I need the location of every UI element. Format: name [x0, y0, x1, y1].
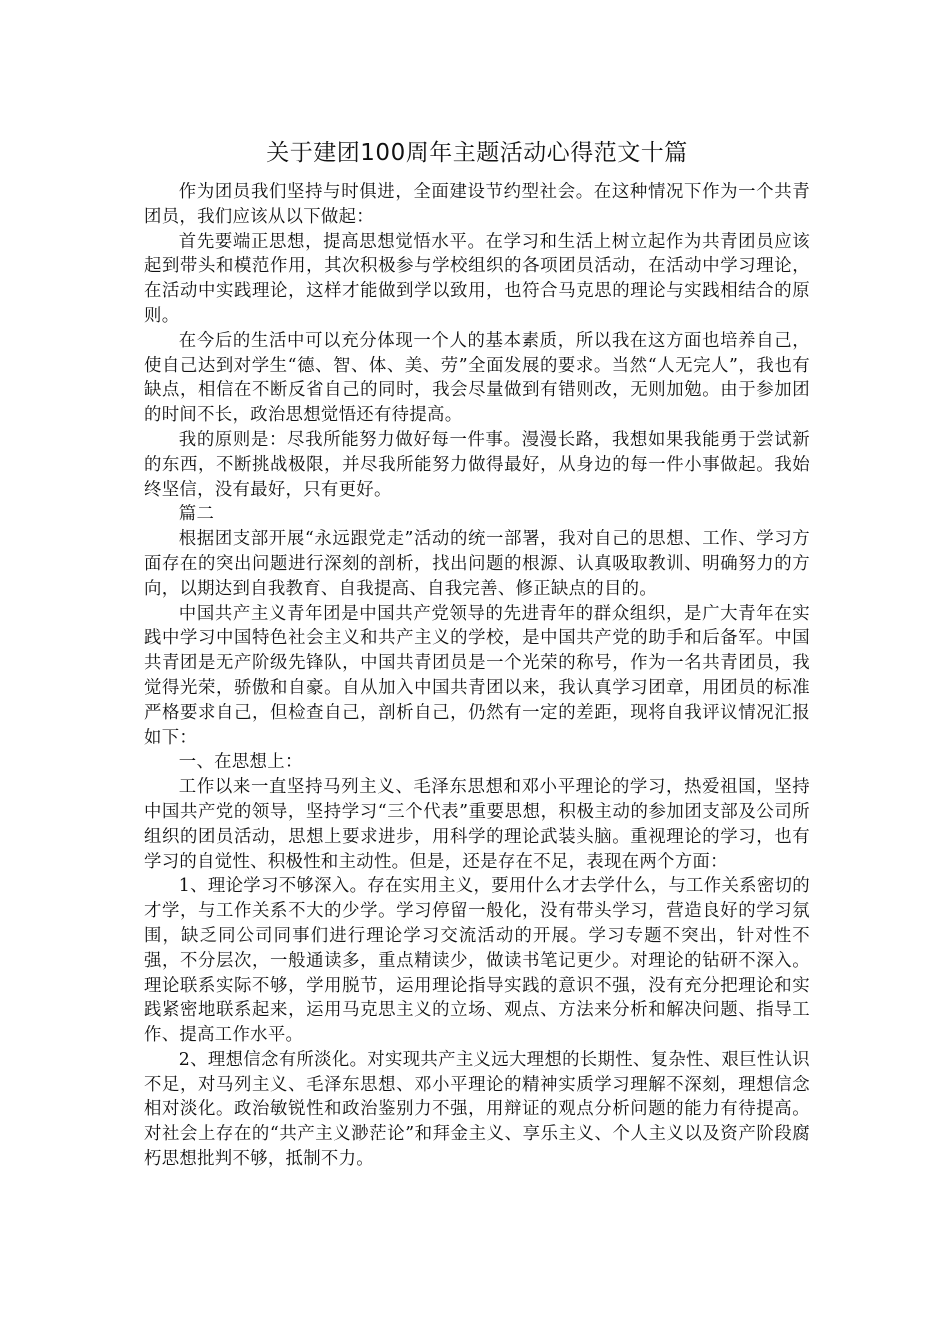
numbered-paragraph: 2、理想信念有所淡化。对实现共产主义远大理想的长期性、复杂性、艰巨性认识不足，对马列主义、毛泽东思想、邓小平理论的精神实质学习理解不深刻，理想信念相对淡化。政治敏锐性和政治鉴别力不强，用辩证的观点分析问题的能力有待提高。对社会上存在的“共产主义渺茫论”和拜金主义、享乐主义、个人主义以及资产阶段腐朽思想批判不够，抵制不力。: [144, 1049, 810, 1170]
paragraph: 在今后的生活中可以充分体现一个人的基本素质，所以我在这方面也培养自己，使自己达到对学生“德、智、体、美、劳”全面发展的要求。当然“人无完人”，我也有缺点，相信在不断反省自己的同时，我会尽量做到有错则改，无则加勉。由于参加团的时间不长，政治思想觉悟还有待提高。: [144, 330, 810, 426]
paragraph: 工作以来一直坚持马列主义、毛泽东思想和邓小平理论的学习，热爱祖国，坚持中国共产党的领导，坚持学习“三个代表”重要思想，积极主动的参加团支部及公司所组织的团员活动，思想上要求进步，用科学的理论武装头脑。重视理论的学习，也有学习的自觉性、积极性和主动性。但是，还是存在不足，表现在两个方面：: [144, 777, 810, 872]
paragraph: 中国共产主义青年团是中国共产党领导的先进青年的群众组织，是广大青年在实践中学习中国特色社会主义和共产主义的学校，是中国共产党的助手和后备军。中国共青团是无产阶级先锋队，中国共青团员是一个光荣的称号，作为一名共青团员，我觉得光荣，骄傲和自豪。自从加入中国共青团以来，我认真学习团章，用团员的标准严格要求自己，但检查自己，剖析自己，仍然有一定的差距，现将自我评议情况汇报如下：: [144, 603, 810, 748]
document-page: [144, 136, 810, 1172]
numbered-paragraph: 1、理论学习不够深入。存在实用主义，要用什么才去学什么，与工作关系密切的才学，与工作关系不大的少学。学习停留一般化，没有带头学习，营造良好的学习氛围，缺乏同公司同事们进行理论学习交流活动的开展。学习专题不突出，针对性不强，不分层次，一般通读多，重点精读少，做读书笔记更少。对理论的钻研不深入。理论联系实际不够，学用脱节，运用理论指导实践的意识不强，没有充分把理论和实践紧密地联系起来，运用马克思主义的立场、观点、方法来分析和解决问题、指导工作、提高工作水平。: [144, 876, 810, 1046]
paragraph: 首先要端正思想，提高思想觉悟水平。在学习和生活上树立起作为共青团员应该起到带头和模范作用，其次积极参与学校组织的各项团员活动，在活动中学习理论，在活动中实践理论，这样才能做到学以致用，也符合马克思的理论与实践相结合的原则。: [144, 231, 810, 326]
paragraph: 根据团支部开展“永远跟党走”活动的统一部署，我对自己的思想、工作、学习方面存在的突出问题进行深刻的剖析，找出问题的根源、认真吸取教训、明确努力的方向，以期达到自我教育、自我提高、自我完善、修正缺点的目的。: [144, 529, 810, 599]
document-title: 关于建团100周年主题活动心得范文十篇: [266, 140, 688, 166]
subsection-heading: 一、在思想上：: [178, 752, 303, 773]
section-heading: 篇二: [178, 504, 215, 525]
paragraph: 我的原则是：尽我所能努力做好每一件事。漫漫长路，我想如果我能勇于尝试新的东西，不断挑战极限，并尽我所能努力做得最好，从身边的每一件小事做起。我始终坚信，没有最好，只有更好。: [144, 429, 810, 500]
document-body: [144, 180, 810, 1172]
paragraph: 作为团员我们坚持与时俱进，全面建设节约型社会。在这种情况下作为一个共青团员，我们应该从以下做起：: [144, 182, 810, 227]
